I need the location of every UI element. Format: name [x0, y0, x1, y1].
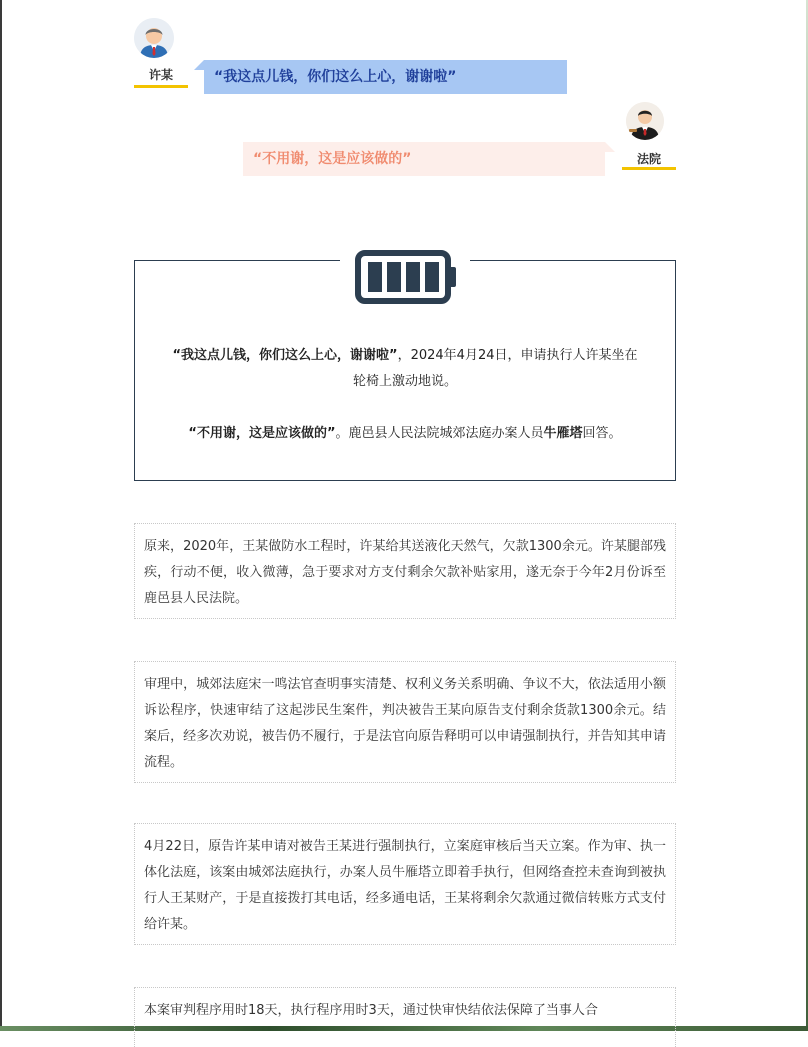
- paragraph-4: 本案审判程序用时18天，执行程序用时3天，通过快审快结依法保障了当事人合: [134, 987, 676, 1047]
- window-left-edge: [0, 0, 2, 1031]
- quote-line-2-end: 回答。: [582, 426, 622, 441]
- man-avatar-icon: [134, 18, 174, 58]
- quote-line-1-continued: 轮椅上激动地说。: [352, 374, 457, 389]
- judge-avatar-icon: [626, 102, 664, 140]
- quote-box-icon-holder: [340, 244, 470, 310]
- quote-line-2-bold: “不用谢，这是应该做的”: [188, 426, 336, 441]
- paragraph-3: 4月22日，原告许某申请对被告王某进行强制执行，立案庭审核后当天立案。作为审、执一体化法庭，该案由城郊法庭执行，办案人员牛雁塔立即着手执行，但网络查控未查询到被执行人王某财产，于是直接拨打其电话，经多通电话，王某将剩余欠款通过微信转账方式支付给许某。: [134, 823, 676, 945]
- quote-line-2-rest: 。鹿邑县人民法院城郊法庭办案人员: [335, 426, 544, 441]
- quote-line-2: [140, 421, 670, 447]
- speaker-xu-underline: [134, 85, 188, 88]
- avatar-court: [626, 102, 664, 140]
- speaker-court-bubble: “不用谢，这是应该做的”: [243, 142, 605, 176]
- speaker-xu-bubble: “我这点儿钱，你们这么上心，谢谢啦”: [204, 60, 567, 94]
- quote-line-1: [140, 343, 670, 369]
- quote-line-1-bold: “我这点儿钱，你们这么上心，谢谢啦”: [172, 348, 398, 363]
- avatar-xu: [134, 18, 174, 58]
- speaker-court-name: 法院: [636, 152, 661, 166]
- battery-icon: [340, 244, 470, 310]
- speaker-xu-name: 许某: [148, 68, 173, 82]
- paragraph-2: 审理中，城郊法庭宋一鸣法官查明事实清楚、权利义务关系明确、争议不大，依法适用小额诉讼程序，快速审结了这起涉民生案件，判决被告王某向原告支付剩余货款1300余元。结案后，经多次劝说，被告仍不履行，于是法官向原告释明可以申请强制执行，并告知其申请流程。: [134, 661, 676, 783]
- paragraph-1: 原来，2020年，王某做防水工程时，许某给其送液化天然气，欠款1300余元。许某腿部残疾，行动不便，收入微薄，急于要求对方支付剩余欠款补贴家用，遂无奈于今年2月份诉至鹿邑县人民法院。: [134, 523, 676, 619]
- speaker-court-underline: [622, 167, 676, 170]
- quote-line-1-rest: ，2024年4月24日，申请执行人许某坐在: [397, 348, 638, 363]
- quote-line-2-name: 牛雁塔: [543, 426, 583, 441]
